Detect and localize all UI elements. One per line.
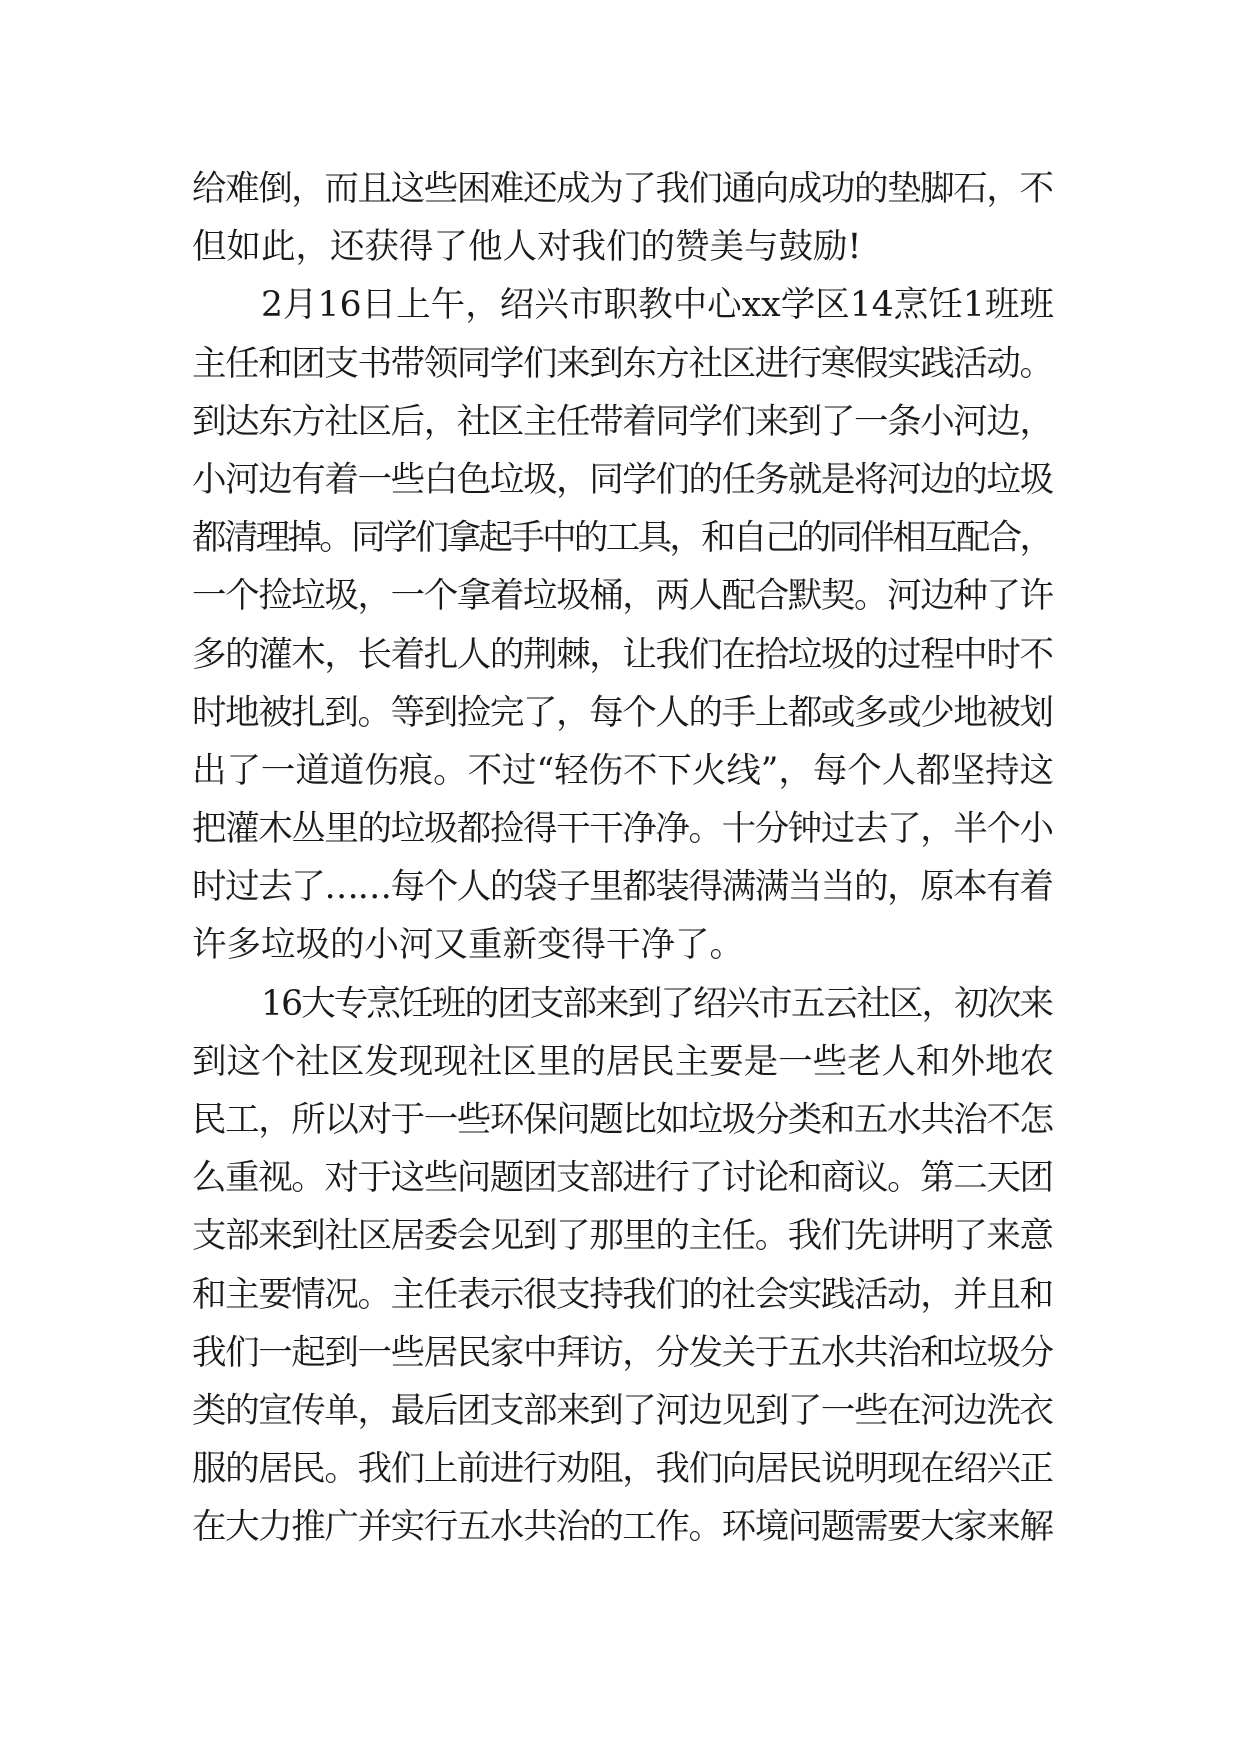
text-line: 一个捡垃圾，一个拿着垃圾桶，两人配合默契。河边种了许	[192, 576, 1053, 617]
text-line: 服的居民。我们上前进行劝阻，我们向居民说明现在绍兴正	[192, 1449, 1053, 1490]
text-line: 许多垃圾的小河又重新变得干净了。	[192, 925, 744, 966]
text-line: 民工，所以对于一些环保问题比如垃圾分类和五水共治不怎	[192, 1100, 1053, 1140]
text-line: 但如此，还获得了他人对我们的赞美与鼓励!	[192, 227, 862, 268]
text-line: 类的宣传单，最后团支部来到了河边见到了一些在河边洗衣	[192, 1390, 1053, 1431]
text-line: 都清理掉。同学们拿起手中的工具，和自己的同伴相互配合，	[192, 518, 1052, 559]
text-line: 多的灌木，长着扎人的荆棘，让我们在拾垃圾的过程中时不	[192, 634, 1053, 675]
text-line: 出了一道道伤痕。不过“轻伤不下火线”，每个人都坚持这	[192, 750, 1054, 791]
text-line: 主任和团支书带领同学们来到东方社区进行寒假实践活动。	[192, 343, 1053, 384]
text-line: 和主要情况。主任表示很支持我们的社会实践活动，并且和	[192, 1274, 1053, 1315]
text-line: 给难倒，而且这些困难还成为了我们通向成功的垫脚石，不	[192, 169, 1053, 209]
text-line: 我们一起到一些居民家中拜访，分发关于五水共治和垃圾分	[192, 1332, 1053, 1373]
paragraph-first-line: 16大专烹饪班的团支部来到了绍兴市五云社区，初次来	[261, 983, 1053, 1024]
text-line: 到达东方社区后，社区主任带着同学们来到了一条小河边，	[192, 401, 1053, 442]
paragraph-first-line: 2月16日上午，绍兴市职教中心xx学区14烹饪1班班	[261, 285, 1055, 326]
text-line: 小河边有着一些白色垃圾，同学们的任务就是将河边的垃圾	[192, 459, 1053, 500]
text-line: 时过去了……每个人的袋子里都装得满满当当的，原本有着	[192, 867, 1053, 908]
text-line: 在大力推广并实行五水共治的工作。环境问题需要大家来解	[192, 1507, 1053, 1548]
body-text	[192, 160, 1054, 1557]
text-line: 把灌木丛里的垃圾都捡得干干净净。十分钟过去了，半个小	[192, 809, 1053, 850]
text-line: 到这个社区发现现社区里的居民主要是一些老人和外地农	[192, 1041, 1054, 1082]
text-line: 时地被扎到。等到捡完了，每个人的手上都或多或少地被划	[192, 692, 1053, 733]
text-line: 么重视。对于这些问题团支部进行了讨论和商议。第二天团	[192, 1158, 1053, 1199]
text-line: 支部来到社区居委会见到了那里的主任。我们先讲明了来意	[192, 1216, 1053, 1257]
